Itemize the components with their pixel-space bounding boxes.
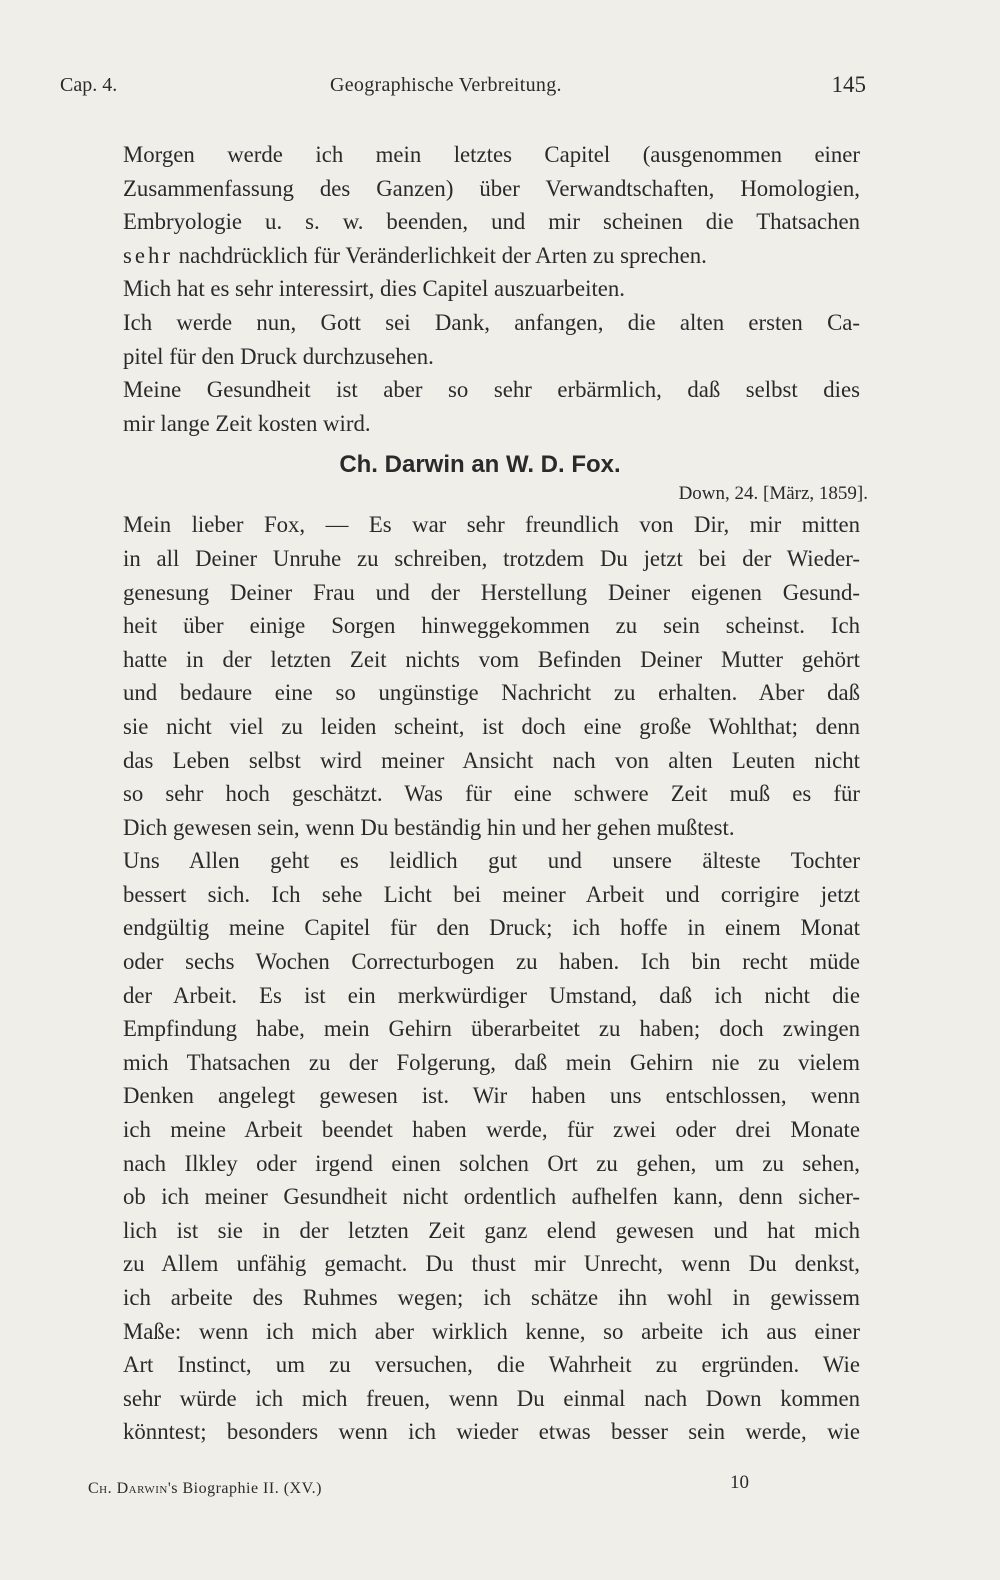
text-line: Ich werde nun, Gott sei Dank, anfangen, die alten ersten Ca- — [123, 309, 860, 335]
text-line: bessert sich. Ich sehe Licht bei meiner Arbeit und corrigire jetzt — [123, 881, 860, 907]
letter-heading: Ch. Darwin an W. D. Fox. — [339, 451, 621, 479]
page-body — [60, 138, 868, 1449]
text-line: Uns Allen geht es leidlich gut und unsere älteste Tochter — [123, 848, 860, 874]
text-line: sehr würde ich mich freuen, wenn Du einmal nach Down kommen — [123, 1385, 860, 1411]
text-line: Art Instinct, um zu versuchen, die Wahrheit zu ergründen. Wie — [123, 1352, 860, 1378]
text-line — [60, 239, 860, 273]
text-line: Morgen werde ich mein letztes Capitel (ausgenommen einer — [123, 142, 860, 167]
paragraph — [60, 138, 860, 272]
text-line: zu Allem unfähig gemacht. Du thust mir Unrecht, wenn Du denkst, — [123, 1251, 860, 1277]
letter-paragraph — [60, 844, 860, 1449]
source-note — [88, 1480, 322, 1498]
text-line: Denken angelegt gewesen ist. Wir haben uns entschlossen, wenn — [123, 1083, 860, 1109]
text-line: lich ist sie in der letzten Zeit ganz elend gewesen und hat mich — [123, 1217, 860, 1243]
text-line: Dich gewesen sein, wenn Du beständig hin und her gehen mußtest. — [123, 814, 735, 840]
text-line: Zusammenfassung des Ganzen) über Verwandtschaften, Homologien, — [123, 175, 860, 201]
text-line: Maße: wenn ich mich aber wirklich kenne, so arbeite ich aus einer — [123, 1318, 860, 1344]
text-line: der Arbeit. Es ist ein merkwürdiger Umstand, daß ich nicht die — [123, 982, 860, 1008]
text-line: Embryologie u. s. w. beenden, und mir scheinen die Thatsachen — [123, 209, 860, 235]
text-line: Empfindung habe, mein Gehirn überarbeitet zu haben; doch zwingen — [123, 1016, 860, 1042]
text-line: endgültig meine Capitel für den Druck; ich hoffe in einem Monat — [123, 915, 860, 941]
paragraph — [60, 272, 860, 306]
text-line: Mich hat es sehr interessirt, dies Capitel auszuarbeiten. — [123, 276, 626, 302]
paragraph — [60, 373, 860, 440]
text-line: so sehr hoch geschätzt. Was für eine schwere Zeit muß es für — [123, 781, 860, 807]
text-line: könntest; besonders wenn ich wieder etwas besser sein werde, wie — [123, 1419, 860, 1445]
signature-mark: 10 — [730, 1472, 749, 1493]
running-header — [60, 72, 865, 102]
text-line: in all Deiner Unruhe zu schreiben, trotzdem Du jetzt bei der Wieder- — [123, 545, 860, 571]
letter-dateline: Down, 24. [März, 1859]. — [678, 483, 868, 505]
text-line: ich meine Arbeit beendet haben werde, für zwei oder drei Monate — [123, 1117, 860, 1143]
source-author: Ch. Darwin — [88, 1480, 168, 1497]
text-line: nach Ilkley oder irgend einen solchen Ort zu gehen, um zu sehen, — [123, 1150, 860, 1176]
text-line: mir lange Zeit kosten wird. — [123, 410, 371, 436]
text-line: pitel für den Druck durchzusehen. — [123, 343, 434, 369]
text-line: das Leben selbst wird meiner Ansicht nach von alten Leuten nicht — [123, 747, 860, 773]
source-title: 's Biographie II. (XV.) — [167, 1480, 322, 1497]
running-title: Geographische Verbreitung. — [330, 74, 562, 96]
text-line: Meine Gesundheit ist aber so sehr erbärmlich, daß selbst dies — [123, 377, 860, 403]
paragraph — [60, 306, 860, 373]
text-line: oder sechs Wochen Correcturbogen zu haben. Ich bin recht müde — [123, 949, 860, 975]
page-number: 145 — [831, 72, 866, 97]
text-line: ob ich meiner Gesundheit nicht ordentlich aufhelfen kann, denn sicher- — [123, 1184, 860, 1210]
text-line: Mein lieber Fox, — Es war sehr freundlich von Dir, mir mitten — [123, 512, 860, 538]
text-line: hatte in der letzten Zeit nichts vom Befinden Deiner Mutter gehört — [123, 646, 860, 672]
text-line: ich arbeite des Ruhmes wegen; ich schätze ihn wohl in gewissem — [123, 1285, 860, 1310]
text-line: heit über einige Sorgen hinweggekommen zu sein scheinst. Ich — [123, 613, 860, 639]
text-line: genesung Deiner Frau und der Herstellung Deiner eigenen Gesund- — [123, 579, 860, 605]
text-line: mich Thatsachen zu der Folgerung, daß mein Gehirn nie zu vielem — [123, 1049, 860, 1075]
letter-paragraph — [60, 508, 860, 844]
text-line: und bedaure eine so ungünstige Nachricht zu erhalten. Aber daß — [123, 680, 860, 706]
emphasized-word: sehr — [123, 242, 173, 268]
text-fragment: nachdrücklich für Veränderlichkeit der Arten zu sprechen. — [172, 242, 707, 268]
text-line: sie nicht viel zu leiden scheint, ist doch eine große Wohlthat; denn — [123, 713, 860, 739]
chapter-label: Cap. 4. — [60, 74, 118, 96]
